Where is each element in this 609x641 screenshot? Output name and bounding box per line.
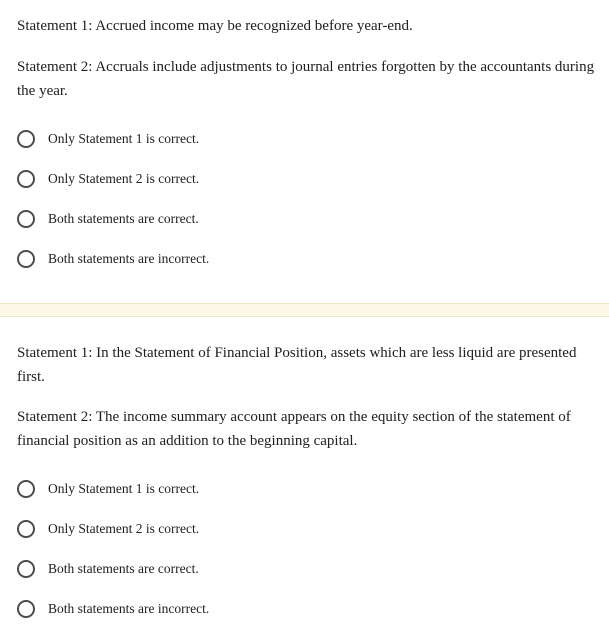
question-2-option-3[interactable] [17, 557, 199, 581]
radio-button-icon[interactable] [17, 560, 35, 578]
radio-button-icon[interactable] [17, 130, 35, 148]
option-label: Only Statement 2 is correct. [48, 171, 200, 186]
question-1-statement-1: Statement 1: Accrued income may be recognized before year-end. [17, 18, 413, 34]
radio-button-icon[interactable] [17, 170, 35, 188]
option-label: Both statements are incorrect. [48, 601, 210, 616]
question-1-option-3[interactable] [17, 207, 199, 231]
question-divider [0, 303, 609, 317]
option-label: Only Statement 1 is correct. [48, 131, 200, 146]
question-1-option-1[interactable] [17, 127, 199, 151]
question-1 [0, 0, 609, 303]
question-1-statement-2: Statement 2: Accruals include adjustments to journal entries forgotten by the accountants during the year. [17, 59, 595, 99]
option-label: Only Statement 1 is correct. [48, 481, 200, 496]
option-label: Only Statement 2 is correct. [48, 521, 200, 536]
question-1-option-2[interactable] [17, 167, 199, 191]
option-label: Both statements are correct. [48, 561, 199, 576]
question-2-statement-2: Statement 2: The income summary account appears on the equity section of the statement of financial position as an addition to the beginning capital. [17, 409, 571, 449]
question-2 [0, 317, 609, 641]
question-1-option-4[interactable] [17, 247, 209, 271]
radio-button-icon[interactable] [17, 600, 35, 618]
radio-button-icon[interactable] [17, 250, 35, 268]
question-2-statement-1: Statement 1: In the Statement of Financial Position, assets which are less liquid are presented first. [17, 345, 577, 385]
question-2-option-2[interactable] [17, 517, 199, 541]
question-2-option-4[interactable] [17, 597, 209, 621]
option-label: Both statements are incorrect. [48, 251, 210, 266]
option-label: Both statements are correct. [48, 211, 199, 226]
radio-button-icon[interactable] [17, 210, 35, 228]
radio-button-icon[interactable] [17, 520, 35, 538]
radio-button-icon[interactable] [17, 480, 35, 498]
question-2-option-1[interactable] [17, 477, 199, 501]
